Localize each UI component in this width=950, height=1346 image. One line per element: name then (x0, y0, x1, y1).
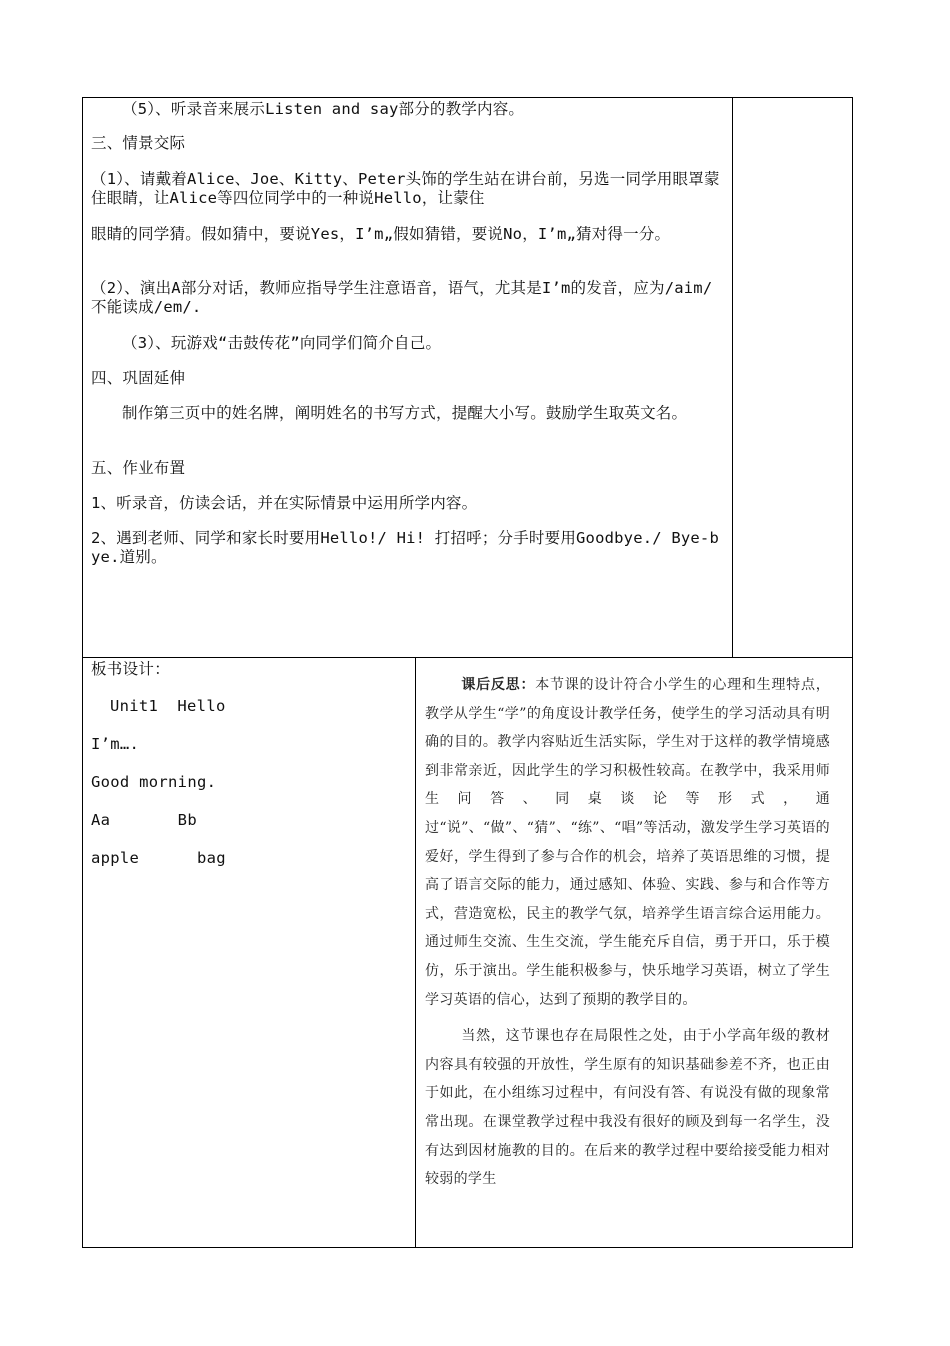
board-line-words: apple bag (91, 849, 226, 867)
board-line-letters: Aa Bb (91, 811, 197, 829)
section-heading-4: 四、巩固延伸 (91, 369, 186, 387)
reflection-label: 课后反思： (461, 677, 536, 693)
board-line-greeting: Good morning. (91, 773, 217, 791)
side-notes-cell (732, 97, 853, 658)
homework-item-1: 1、听录音，仿读会话，并在实际情景中运用所学内容。 (91, 494, 478, 512)
section-heading-5: 五、作业布置 (91, 459, 186, 477)
homework-item-2: 2、遇到老师、同学和家长时要用Hello!/ Hi! 打招呼；分手时要用Goodbye./ Bye-bye.道别。 (91, 529, 719, 566)
step-listen-say: （5）、听录音来展示Listen and say部分的教学内容。 (122, 100, 525, 118)
game-paragraph: （3）、玩游戏“击鼓传花”向同学们简介自己。 (122, 334, 442, 352)
role-play-paragraph-1: （1）、请戴着Alice、Joe、Kitty、Peter头饰的学生站在讲台前，另选一同学用眼罩蒙住眼睛，让Alice等四位同学中的一种说Hello，让蒙住 (91, 170, 720, 207)
reflection-body-1: 本节课的设计符合小学生的心理和生理特点，教学从学生“学”的角度设计教学任务，使学生的学习活动具有明确的目的。教学内容贴近生活实际，学生对于这样的教学情境感到非常亲近，因此学生的学习积极性较高。在教学中，我采用师生问答、同桌谈论等形式，通过“说”、“做”、“猜”、“练”、“唱”等活动，激发学生学习英语的爱好，学生得到了参与合作的机会，培养了英语思维的习惯，提高了语言交际的能力，通过感知、体验、实践、参与和合作等方式，营造宽松，民主的教学气氛，培养学生语言综合运用能力。通过师生交流、生生交流，学生能充斥自信，勇于开口，乐于模仿，乐于演出。学生能积极参与，快乐地学习英语，树立了学生学习英语的信心，达到了预期的教学目的。 (425, 677, 831, 1008)
board-design-label: 板书设计： (91, 660, 171, 678)
dialogue-paragraph: （2）、演出A部分对话，教师应指导学生注意语音，语气，尤其是I’m的发音，应为/aim/ 不能读成/em/. (91, 279, 713, 316)
board-line-im: I’m…. (91, 735, 140, 753)
reflection-paragraph-1 (425, 671, 830, 1014)
consolidation-paragraph: 制作第三页中的姓名牌，阐明姓名的书写方式，提醒大小写。鼓励学生取英文名。 (122, 404, 688, 422)
reflection-paragraph-2: 当然，这节课也存在局限性之处，由于小学高年级的教材内容具有较强的开放性，学生原有的知识基础参差不齐，也正由于如此，在小组练习过程中，有问没有答、有说没有做的现象常常出现。在课堂教学过程中我没有很好的顾及到每一名学生，没有达到因材施教的目的。在后来的教学过程中要给接受能力相对较弱的学生 (425, 1028, 830, 1188)
section-heading-3: 三、情景交际 (91, 134, 186, 152)
reflection-text (425, 671, 830, 1202)
role-play-paragraph-2: 眼睛的同学猜。假如猜中，要说Yes，I’m„假如猜错，要说No，I’m„猜对得一分。 (91, 225, 671, 243)
board-line-unit: Unit1 Hello (110, 697, 226, 715)
